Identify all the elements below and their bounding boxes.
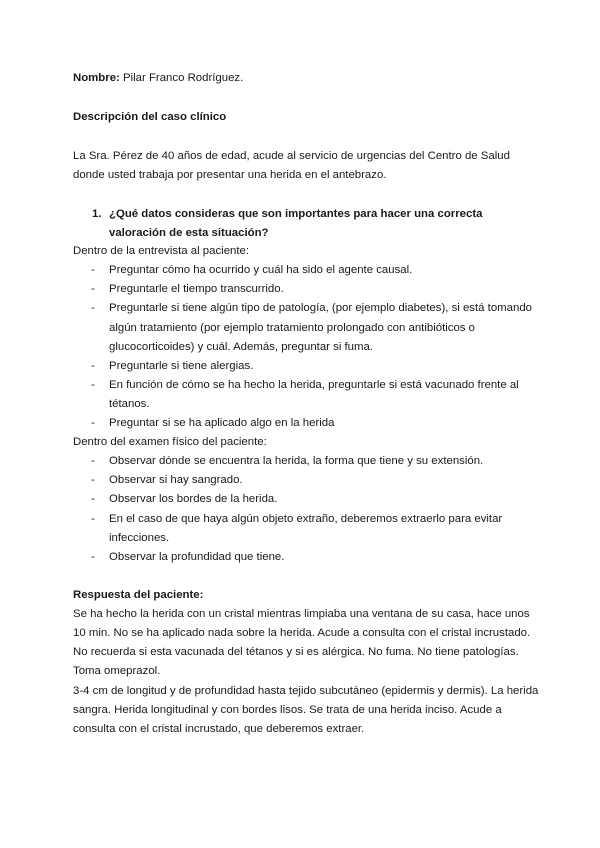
case-description-title: Descripción del caso clínico — [73, 111, 227, 123]
bullet-dash: - — [91, 474, 95, 486]
question-text-line-1: ¿Qué datos consideras que son importantes para hacer una correcta — [109, 208, 483, 220]
bullet-dash: - — [91, 513, 95, 525]
interview-item-5-line-1: En función de cómo se ha hecho la herida, preguntarle si está vacunado frente al — [109, 379, 519, 391]
exam-item-2: Observar si hay sangrado. — [109, 474, 243, 486]
bullet-dash: - — [91, 493, 95, 505]
interview-item-3-line-1: Preguntarle si tiene algún tipo de patología, (por ejemplo diabetes), si está tomando — [109, 302, 532, 314]
response-line-3: No recuerda si esta vacunada del tétanos y si es alérgica. No fuma. No tiene patologías. — [73, 646, 519, 658]
bullet-dash: - — [91, 379, 95, 391]
exam-item-1: Observar dónde se encuentra la herida, la forma que tiene y su extensión. — [109, 455, 484, 467]
interview-item-6: Preguntar si se ha aplicado algo en la herida — [109, 417, 335, 429]
interview-item-1: Preguntar cómo ha ocurrido y cuál ha sido el agente causal. — [109, 264, 413, 276]
name-label: Nombre: — [73, 72, 120, 84]
bullet-dash: - — [91, 264, 95, 276]
response-line-2: 10 min. No se ha aplicado nada sobre la herida. Acude a consulta con el cristal incrustado. — [73, 627, 531, 639]
exam-item-4-line-2: infecciones. — [109, 532, 170, 544]
interview-item-4: Preguntarle si tiene alergias. — [109, 360, 254, 372]
response-line-1: Se ha hecho la herida con un cristal mientras limpiaba una ventana de su casa, hace unos — [73, 608, 530, 620]
exam-item-5: Observar la profundidad que tiene. — [109, 551, 285, 563]
case-text-line-2: donde usted trabaja por presentar una herida en el antebrazo. — [73, 169, 387, 181]
name-value: Pilar Franco Rodríguez. — [119, 72, 244, 84]
response-line-5: 3-4 cm de longitud y de profundidad hasta tejido subcutáneo (epidermis y dermis). La herida — [73, 685, 539, 697]
interview-item-3-line-3: glucocorticoides) y cuál. Además, preguntar si fuma. — [109, 341, 374, 353]
response-title: Respuesta del paciente: — [73, 589, 204, 601]
interview-item-5-line-2: tétanos. — [109, 398, 150, 410]
case-text-line-1: La Sra. Pérez de 40 años de edad, acude al servicio de urgencias del Centro de Salud — [73, 150, 510, 162]
bullet-dash: - — [91, 360, 95, 372]
exam-item-3: Observar los bordes de la herida. — [109, 493, 278, 505]
bullet-dash: - — [91, 417, 95, 429]
response-line-4: Toma omeprazol. — [73, 665, 161, 677]
response-line-6: sangra. Herida longitudinal y con bordes lisos. Se trata de una herida inciso. Acude a — [73, 704, 502, 716]
question-text-line-2: valoración de esta situación? — [109, 227, 269, 239]
exam-heading: Dentro del examen físico del paciente: — [73, 436, 267, 448]
exam-item-4-line-1: En el caso de que haya algún objeto extraño, deberemos extraerlo para evitar — [109, 513, 503, 525]
bullet-dash: - — [91, 283, 95, 295]
bullet-dash: - — [91, 302, 95, 314]
interview-item-2: Preguntarle el tiempo transcurrido. — [109, 283, 284, 295]
bullet-dash: - — [91, 455, 95, 467]
interview-item-3-line-2: algún tratamiento (por ejemplo tratamiento prolongado con antibióticos o — [109, 322, 475, 334]
bullet-dash: - — [91, 551, 95, 563]
response-line-7: consulta con el cristal incrustado, que deberemos extraer. — [73, 723, 365, 735]
question-number: 1. — [92, 208, 102, 220]
interview-heading: Dentro de la entrevista al paciente: — [73, 245, 250, 257]
patient-name-line — [73, 71, 243, 85]
